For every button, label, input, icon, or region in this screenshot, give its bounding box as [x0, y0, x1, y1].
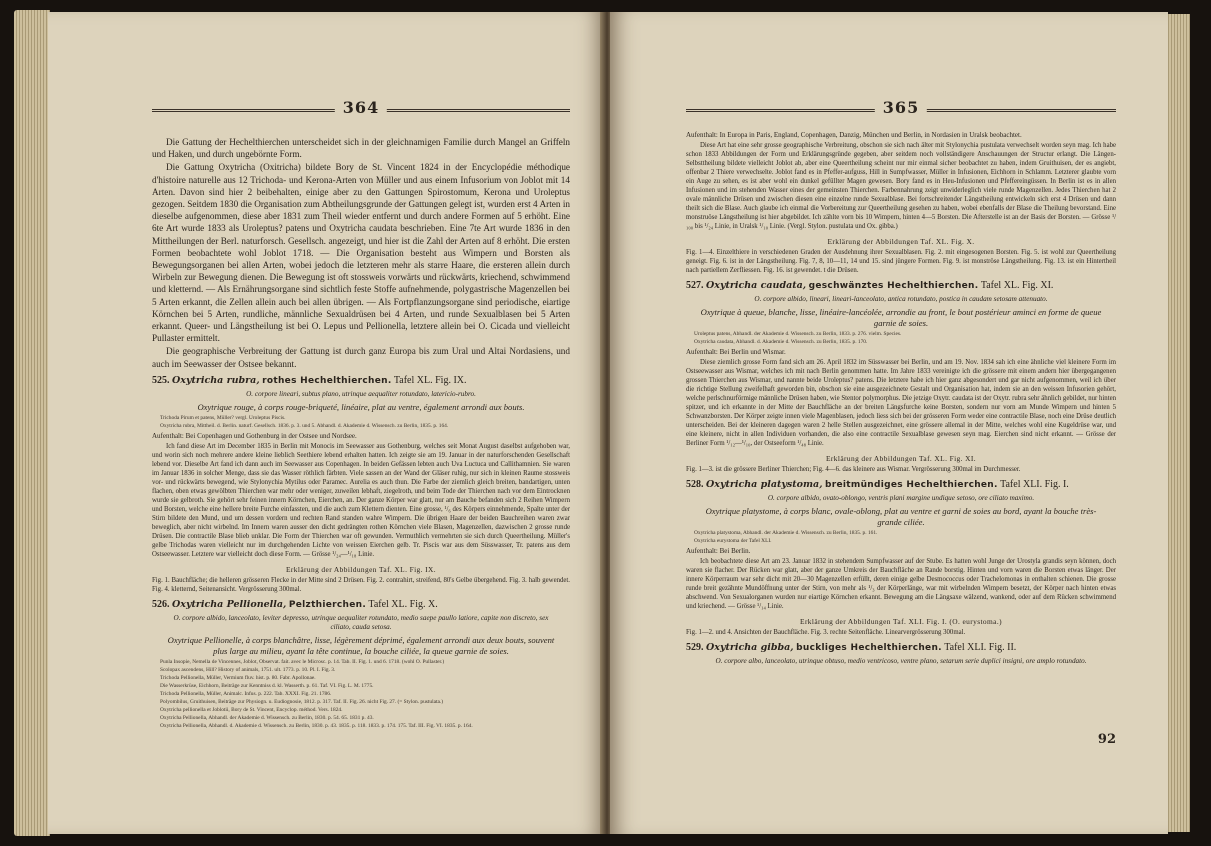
figure-explanation: Fig. 1. Bauchfläche; die helleren grösseren Flecke in der Mitte sind 2 Drüsen. Fig. 2. contrahirt, streifend, 80's Gelbe übergehend. Fig. 3. halb gewendet. Fig. 4. kletternd, Seitenansicht. Vergrösserung 300mal. — [152, 576, 570, 593]
synonym-reference: Trichoda Pellionella, Müller, Vermium fluv. hist. p. 80. Fabr. Apollonae. — [160, 675, 316, 682]
latin-diagnosis: O. corpore albido, lanceolato, leviter depresso, utrinque aequaliter rotundato, medio saepe paullo latiore, capite non discreto, sex ciliato, cauda setosa. — [173, 613, 549, 632]
page-edges-left — [14, 10, 50, 836]
synonym-reference: Scolopax ascendens, Hill? History of animals, 1751. ult. 1773. p. 10. Pl. I. Fig. 3. — [160, 667, 336, 674]
synonym-reference: Oxytricha Pellionella, Abhandl. d. Akademie d. Wissensch. zu Berlin, 1830. p. 43. 1835. p. 118. 1833. p. 174. 175. Taf. III. Fig. VI. 1835. p. 164. — [160, 723, 473, 730]
plate-reference: Tafel XL. Fig. XI. — [980, 280, 1054, 291]
explanation-title: Erklärung der Abbildungen Taf. XL. Fig. X. — [827, 237, 975, 246]
habitat-text: Bei Berlin. — [719, 546, 751, 555]
plate-reference: Tafel XLI. Fig. I. — [1000, 478, 1069, 490]
habitat-label: Aufenthalt: — [686, 131, 718, 139]
species-name: Oxytricha platystoma, — [706, 478, 823, 490]
explanation-title: Erklärung der Abbildungen Taf. XLI. Fig. I. (O. eurystoma.) — [800, 616, 1002, 626]
explanation-title: Erklärung der Abbildungen Taf. XL. Fig. IX. — [286, 564, 436, 574]
species-number: 528. — [686, 478, 704, 490]
left-page-body — [152, 136, 570, 731]
species-number: 529. — [686, 641, 704, 653]
page-edges-right — [1166, 14, 1190, 832]
french-diagnosis: Oxytrique platystome, à corps blanc, ovale-oblong, plat au ventre et garni de soies au bord, ayant la bouche très-grande ciliée. — [705, 505, 1097, 527]
page-number: 364 — [335, 98, 387, 117]
french-diagnosis: Oxytrique rouge, à corps rouge-briqueté, linéaire, plat au ventre, également arrondi aux bouts. — [197, 401, 525, 412]
species-name: Oxytricha caudata, — [706, 280, 807, 291]
intro-paragraph: Die Gattung der Hechelthierchen unterscheidet sich in der gleichnamigen Familie durch Mangel an Griffeln und Haken, und durch ungebörnte Form. — [152, 137, 570, 160]
synonym-reference: Oxytricha platystoma, Abhandl. der Akademie d. Wissensch. zu Berlin, 1835. p. 161. — [694, 529, 878, 536]
page-header-right — [686, 98, 1116, 122]
signature-mark: 92 — [1097, 732, 1116, 747]
synonym-reference: Oxytricha caudata, Abhandl. d. Akademie d. Wissensch. zu Berlin, 1835. p. 170. — [694, 338, 868, 345]
habitat-label: Aufenthalt: — [686, 546, 718, 555]
intro-paragraph: Die geographische Verbreitung der Gattung ist durch ganz Europa bis zum Ural und Altai Nordasiens, und auch im Seewasser der Ostsee bekannt. — [152, 346, 570, 369]
page-header-left — [152, 98, 570, 122]
species-number: 525. — [152, 374, 170, 386]
synonym-reference: Oxytricha rubra, Mittheil. d. Berlin. naturf. Gesellsch. 1836. p. 3. und 5. Abhandl. d. Akademie d. Wissensch. zu Berlin, 1835. p. 164. — [160, 422, 449, 429]
right-page — [610, 12, 1168, 834]
species-common-name: breitmündiges Hechelthierchen. — [825, 479, 998, 490]
habitat-line — [686, 130, 1116, 140]
left-page — [48, 12, 604, 834]
species-heading — [686, 478, 1116, 492]
french-diagnosis: Oxytrique Pellionelle, à corps blanchâtre, lisse, légèrement déprimé, également arrondi aux deux bouts, souvent plus large au milieu, ayant la tête continue, la bouche ciliée, la queue garnie de soies. — [167, 635, 555, 657]
species-name: Oxytricha rubra, — [172, 374, 260, 386]
synonym-reference: Trichoda Pirum et patens, Müller? vergl. Uroleptus Piscis. — [160, 414, 286, 421]
species-common-name: geschwänztes Hechelthierchen. — [808, 281, 979, 291]
plate-reference: Tafel XLI. Fig. II. — [944, 641, 1017, 653]
synonym-reference: Punla Insopie, Nemella de Vincennes, Joblot, Observat. fait. avec le Microsc. p. 14. Tab. II. Fig. 1. und 6. 1718. (wohl O. Pullaster.) — [160, 659, 445, 666]
species-heading — [152, 374, 570, 388]
species-common-name: rothes Hechelthierchen. — [262, 375, 392, 386]
species-description: Diese Art hat eine sehr grosse geographische Verbreitung, obschon sie sich nach älter mit Stylonychia pustulata verwechselt worden seyn mag. Ich habe schon 1833 Abbildungen der Form und Erklärungsgründe gegeben, aber seitdem noch vollständigere Anschauungen der Structur erlangt. Die Längen-Selbsttheilung bildete vielleicht Joblot ab, aber eine Queertheilung scheint nur mir einmal sicher beobachtet zu haben, indem Gruithuisen, der es angiebt, offenbar 2 Thiere verwechselte. Joblot fand es in Pfeffer-aufguss, Hill in Sumpfwasser, Müller in Infusionen, Eichhorn in Schlamm. Letzterer glaubte vorn ein Auge zu sehen, es ist aber wohl ein dunkel gefüllter Magen gewesen. Bory fand es in Heu-Infusionen und Pfeffereingüssen. In Berlin ist es in allen Infusionen und im stehenden Wasser eines der gemeinsten Thierchen. Farbennahrung zeigt unwiderleglich viele runde Magenzellen. Jedes Thierchen hat 2 ovale männliche Drüsen und zwischen diesen eine einzelne runde Sexualblase. Bei fortschreitender Längstheilung entwickeln sich erst 4 Drüsen und dann theilt sich die Blase. Auch glaube ich einmal die Vorbereitung zur Queertheilung gesehen zu haben, wobei ebenfalls der Blase die Theilung bevorstand. Eine monstruöse Längstheilung ist hier abgebildet. Ich zählte vorn bis 10 Wimpern, hinten 4—5 Borsten. Die Afterstelle ist an der Basis der Borsten. — Grösse ¹/₁₀₀ bis ¹/₂₄ Linie, in Uralsk ¹/₁₀ Linie. (Vergl. Stylon. pustulata und Ox. gibba.) — [686, 142, 1116, 230]
latin-diagnosis: O. corpore albido, lineari, lineari-lanceolato, antica rotundato, postica in caudam setosam attenuato. — [754, 295, 1048, 303]
habitat-line — [152, 431, 570, 441]
habitat-label: Aufenthalt: — [152, 431, 184, 440]
species-heading — [686, 641, 1116, 655]
latin-diagnosis: O. corpore lineari, subtus plano, utrinque aequaliter rotundato, latericio-rubro. — [246, 389, 476, 398]
habitat-text: In Europa in Paris, England, Copenhagen, Danzig, München und Berlin, in Nordasien in Uralsk beobachtet. — [719, 131, 1022, 139]
plate-reference: Tafel XL. Fig. IX. — [393, 374, 467, 386]
synonym-reference: Oxytricha pellionella et Joblotii, Bory de St. Vincent, Encyclop. méthod. Vers. 1824. — [160, 707, 343, 714]
plate-reference: Tafel XL. Fig. X. — [368, 598, 438, 610]
habitat-label: Aufenthalt: — [686, 347, 718, 356]
synonym-reference: Uroleptus patens, Abhandl. der Akademie d. Wissensch. zu Berlin, 1833. p. 276. vielm. Species. — [694, 330, 902, 337]
figure-explanation: Fig. 1—4. Einzelthiere in verschiedenen Graden der Ausdehnung ihrer Sexualblasen. Fig. 2. mit eingesogenen Borsten. Fig. 5. ist wohl zur Queertheilung geneigt. Fig. 6. ist in der Längstheilung. Fig. 7, 8, 10—11, 14 und 15. sind jüngere Formen. Fig. 9. ist monströse Längstheilung. Fig. 13. ist ein Hintertheil nach partiellem Zerfliessen. Fig. 16. ist gewendet. t die Drüsen. — [686, 249, 1116, 274]
habitat-text: Bei Copenhagen und Gothenburg in der Ostsee und Nordsee. — [185, 431, 357, 440]
right-page-body — [686, 130, 1116, 667]
species-description: Diese ziemlich grosse Form fand sich am 26. April 1832 im Süsswasser bei Berlin, und am 19. Nov. 1834 sah ich eine ähnliche viel kleinere Form im Ostseewasser aus Wismar, welches ich mit nach Berlin genommen hatte. Im Jahre 1833 vereinigte ich die grössere mit einem andern hier übergegangenen grossen Thierchen aus Wismar, und nannte beide Uroleptus? patens. Die letztere habe ich hier ganz abgesondert und gar nicht aufgenommen, weil ich über die richtige Stellung zweifelhaft geworden bin, obschon sie eine ausgezeichnete Gestalt und Organisation hat, indem sie an den weissen Infusorien gehört, welche perlschnurförmige männliche Drüsen haben, wie Stentor polymorphus. Die jetzige Oxytr. caudata ist der Oxytr. rubra sehr ähnlich gebildet, nur hinten spitzer, und ich erkannte in der Mitte der Bauchfläche an der breiten Längsfurche keine Borsten, sondern nur vorn am Munde Wimpern und hinten 5 Schwanzborsten. Der Körper zeigte innen viele Magenblasen, jedoch liess sich bei der grösseren Form weder eine contractile Blase, noch eine Drüse deutlich unterscheiden. Bei der kleineren dagegen waren 2 helle Stellen ausgezeichnet, eine grössere allemal in der Mitte, welches wohl eine Kugeldrüse war, und eine kleinere, nicht in allen Individuen vorhanden, die also eine contractile Sexualblase gewesen seyn mag. Eierchen sind nicht erkannt. — Grösse der Berliner Form ¹/₁₂—¹/₁₀, der Ostseeform ¹/₄₈ Linie. — [686, 358, 1116, 447]
species-name: Oxytricha Pellionella, — [172, 598, 287, 610]
synonym-reference: Polyombilus, Gruithuisen, Beiträge zur Physiogn. u. Eudiognosie, 1812. p. 317. Taf. II. Fig. 26. nicht Fig. 27. (= Stylon. pustulata.) — [160, 699, 444, 706]
species-heading — [152, 598, 570, 612]
latin-diagnosis: O. corpore albido, ovato-oblongo, ventris plani margine undique setoso, ore ciliato maximo. — [767, 493, 1035, 502]
species-common-name: buckliges Hechelthierchen. — [796, 642, 942, 653]
french-diagnosis: Oxytrique à queue, blanche, lisse, linéaire-lancéolée, arrondie au front, le bout postérieur aminci en forme de queue garnie de soies. — [700, 306, 1102, 328]
species-name: Oxytricha gibba, — [706, 641, 794, 653]
figure-explanation: Fig. 1—3. ist die grössere Berliner Thierchen; Fig. 4—6. das kleinere aus Wismar. Vergrösserung 300mal im Durchmesser. — [686, 465, 1021, 473]
synonym-reference: Trichoda Pellionella, Müller, Animalc. Infus. p. 222. Tab. XXXI. Fig. 21. 1786. — [160, 691, 332, 698]
explanation-title: Erklärung der Abbildungen Taf. XL. Fig. XI. — [826, 453, 976, 463]
page-number: 365 — [875, 98, 927, 117]
figure-explanation: Fig. 1—2. und 4. Ansichten der Bauchfläche. Fig. 3. rechte Seitenfläche. Linearvergrösserung 300mal. — [686, 628, 966, 636]
synonym-reference: Die Wasserkrüse, Eichhorn, Beiträge zur Kenntniss d. kl. Wasserth. p. 61. Taf. VI. Fig. L. M. 1775. — [160, 683, 374, 690]
species-number: 526. — [152, 598, 170, 610]
synonym-reference: Oxytricha eurystoma der Tafel XLI. — [694, 537, 772, 544]
habitat-text: Bei Berlin und Wismar. — [719, 347, 786, 356]
habitat-line — [686, 347, 1116, 357]
synonym-reference: Oxytricha Pellionella, Abhandl. der Akademie d. Wissensch. zu Berlin, 1830. p. 54. 65. 1831 p. 43. — [160, 715, 374, 722]
species-description: Ich fand diese Art im December 1835 in Berlin mit Monocis im Seewasser aus Gothenburg, welches seit Monat August daselbst aufgehoben war, und worin sich noch mehrere andere kleine lieblich Seethiere lebend erhalten hatten. Ich zeigte sie am 19. Januar in der naturforschenden Gesellschaft lebend vor. Dieselbe Art fand ich dann auch im Seewasser aus Copenhagen. In beiden Gefässen lebten auch Uva Luctuca und Callithamnien. Sie waren im Januar 1836 in solcher Menge, dass sie das Wasser röthlich färbten. Viele sassen an der Wand der Gläser ruhig, nur sich in kleinen Raume stossweis vor- und rückwärts bewegend, wie Stylonychia Mytilus oder Paramec. Aurelia es auch thun. Die Farbe der ziemlich gleich breiten, bandartigen, unten flachen, oben etwas gewölbten Thierchen war mehr oder weniger, zuweilen lebhaft, ziegelroth, und beim Tode der Thierchen nach vor dem Eintrocknen wurde sie gelbroth. Sie gehört sehr feinen innern Körnchen, Eierchen, an. Der ganze Körper war glatt, nur am Bauche befanden sich 2 Reihen Wimpern und Borsten, welche eine hellere breite Furche einfassten, und die auch zum Klettern dienten. Eine grosse, ¹/₆ des Körpers einnehmende, Spalte unter der Stirn bildete den Mund, und um dessen vordern und rechten Rand standen wahre Wimpern. Die übrigen Haare der beiden Bauchreihen waren zwar beweglich, aber nicht wirbelnd. Im Innern waren ausser den dicht gedrängten rothen Körnchen viele Blasen, Magenzellen, dazwischen 2 grosse runde Drüsen. Die contractile Blase blieb unklar. Die Form der Thierchen war oft gewunden. Vermuthlich vermehrten sie sich durch Queertheilung. Müller's gelbe Trichodas waren vielleicht nur im durchgehenden Lichte von weissen Eierchen gelb. Tr. Piscis war aus dem Süsswasser, Tr. patens aus dem Ostseewasser. Letztere war vielleicht doch diese Form. — Grösse ¹/₂₄—¹/₁₈ Linie. — [152, 442, 570, 558]
species-common-name: Pelzthierchen. — [288, 599, 367, 610]
species-number: 527. — [686, 280, 704, 291]
intro-paragraph: Die Gattung Oxytricha (Oxitricha) bildete Bory de St. Vincent 1824 in der Encyclopédie méthodique d'histoire naturelle aus 12 Trichoda- und Kerona-Arten von Müller und aus einem Infusorium von Joblot mit 14 Arten. Davon sind hier 2 beibehalten, einige aber zu den Gattungen Spirostomum, Kerona und Uroleptus gezogen. Seitdem 1830 die Organisation zum Abtheilungsgrunde der Gattungen gelegt ist, wurden erst 4 Arten in dieselbe aufgenommen, diese aber 1831 zum Theil wieder entfernt und durch andere Formen auf 5 erhöht. Eine 6te Art wurde 1833 als Uroleptus? patens und Oxytricha caudata beschrieben. Eine 7te Art wurde 1836 in den Mittheilungen der Berl. naturforsch. Gesellsch. angezeigt, und hier ist die Zahl der Arten auf 8 erhöht. Die ersten Formen beobachtete wohl Joblot 1718. — Die Organisation besteht aus Wimpern und Borsten als Bewegungsorganen bei allen Arten, wobei jedoch die letzteren mehr als starre Haare, die ersteren allein durch Wirbeln zur Bewegung dienen. Die Bewegung ist oft stossweis vorwärts und rückwärts, kriechend, schwimmend und kletternd. — Als Ernährungsorgane sind sichtlich feste Stoffe aufnehmende, polygastrische Magenzellen bei 5 Arten erkannt, die Zellen allein auch bei allen übrigen. — Als Fortpflanzungsorgane sind periodische, eiartige Körnchen bei 5 Arten, rundliche, männliche Sexualdrüsen bei 4 Arten, und runde Sexualblasen bei 5 Arten erkannt. Queer- und Längstheilung ist bei O. Lepus und Pellionella, letztere allein bei O. Cicada und vielleicht Pullaster ermittelt. — [152, 162, 570, 344]
species-heading — [686, 279, 1116, 293]
species-description: Ich beobachtete diese Art am 23. Januar 1832 in stehendem Sumpfwasser auf der Stube. Es hatten wohl Junge der Urostyla grandis seyn können, doch waren sie flacher. Der Rücken war glatt, aber der ganze Umkreis der Bauchfläche an Rande borstig. Hinten und vorn waren die Borsten etwas länger. Der innere Körperraum war sehr dicht mit 20—30 Magenzellen erfüllt, deren einige gelbe Desmococcus oder Trachelomonas in enthalten schienen. Die grosse runde breit gezähnte Mundöffnung unter der Stirn, von mehr als ¹/₃ der Körperlänge, war mit wirbelnden Wimpern besetzt, der Körper nach hinten etwas abschwend. Von Sexualorganen wurden nur eiartige Körnchen erkannt. Bewegung am die Längsaxe wälzend, wankend, oder auf dem Rücken schwimmend und kriechend. — Grösse ¹/₁₄ Linie. — [686, 557, 1116, 610]
habitat-line — [686, 546, 1116, 556]
latin-diagnosis: O. corpore albo, lanceolato, utrinque obtuso, medio ventricoso, ventre plano, setarum serie duplici insigni, ore amplo rotundato. — [715, 656, 1087, 665]
